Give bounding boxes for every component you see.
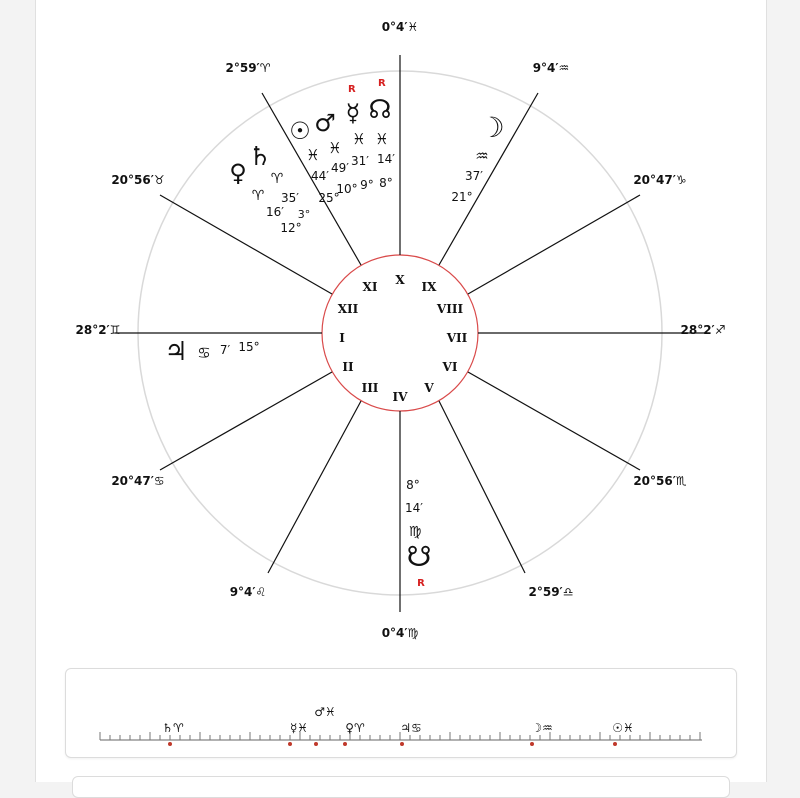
ruler-marker [400,742,404,746]
cusp-label: 28°2′♊ [75,323,121,337]
cusp-label: 9°4′♌ [229,585,267,599]
ruler-label-mercury: ☿♓ [289,721,309,735]
ruler-label-saturn: ♄♈ [162,721,184,735]
cusp-label: 20°47′♑ [633,173,687,187]
house-number: II [342,360,354,374]
planet-ruler [66,669,736,757]
mercury-sign: ♓ [352,130,366,148]
house-number: VIII [436,302,464,316]
ruler-label-venus: ♀♈ [345,721,365,735]
cusp-line [468,372,640,470]
house-number: IV [392,390,408,404]
retrograde-marker: R [348,84,356,95]
ruler-label-moon: ☽♒ [531,721,553,735]
cusp-label: 20°56′♏ [633,474,687,488]
moon-degrees: 21° [451,190,473,204]
south-node-degrees: 8° [406,478,420,492]
cusp-label: 20°56′♉ [111,173,165,187]
house-number: I [339,331,345,345]
moon-minutes: 37′ [465,169,483,183]
ruler-marker [343,742,347,746]
sun-sign: ♓ [306,146,320,164]
moon-glyph: ☽ [479,111,505,144]
saturn-minutes: 16′ [266,205,284,219]
jupiter-minutes: 7′ [219,343,231,357]
ruler-marker [530,742,534,746]
cusp-label: 20°47′♋ [111,474,165,488]
house-number: XI [362,280,378,294]
mercury-minutes: 31′ [351,154,369,168]
house-number: IX [421,280,437,294]
sun-minutes: 44′ [311,169,329,183]
cusp-line [439,401,525,573]
house-number: X [395,273,405,287]
ruler-label-mars: ♂♓ [314,705,336,719]
mercury-glyph: ☿ [345,99,361,127]
north-node-sign: ♓ [375,130,389,148]
jupiter-sign: ♋ [197,344,211,362]
cusp-label: 0°4′♓ [381,20,419,34]
saturn-glyph: ♄ [248,142,272,172]
house-number: VI [442,360,458,374]
retrograde-marker: R [378,78,386,89]
house-number: XII [337,302,359,316]
mars-degrees: 10° [336,182,358,196]
jupiter-glyph: ♃ [164,337,188,367]
cusp-label: 2°59′♈ [225,61,271,75]
ruler-marker [168,742,172,746]
sun-glyph: ☉ [289,117,311,145]
retrograde-marker: R [417,578,425,589]
next-card [72,776,730,798]
house-number: VII [446,331,468,345]
saturn-sign: ♈ [270,171,284,187]
venus-sign: ♈ [251,188,265,204]
cusp-label: 0°4′♍ [381,626,419,640]
venus-glyph: ♀ [229,159,247,187]
ruler-label-sun: ☉♓ [612,721,634,735]
ruler-marker [288,742,292,746]
house-number: III [361,381,379,395]
ruler-marker [613,742,617,746]
cusp-label: 28°2′♐ [680,323,726,337]
north-node-minutes: 14′ [377,152,395,166]
south-node-glyph: ☋ [406,540,432,573]
sun-degrees: 25° [318,191,340,205]
cusp-label: 9°4′♒ [532,61,570,75]
mercury-degrees: 9° [360,178,374,192]
north-node-degrees: 8° [379,176,393,190]
planet-ruler-card [65,668,737,758]
jupiter-degrees: 15° [238,340,260,354]
saturn-degrees: 12° [280,221,302,235]
south-node-sign: ♍ [408,524,422,540]
ruler-marker [314,742,318,746]
ruler-label-jupiter: ♃♋ [400,721,422,735]
venus-degrees: 3° [297,208,311,221]
cusp-label: 2°59′♎ [528,585,574,599]
cusp-line [160,372,332,470]
north-node-glyph: ☊ [368,95,392,125]
cusp-line [268,401,361,573]
mars-glyph: ♂ [314,109,336,137]
mars-sign: ♓ [328,139,342,157]
cusp-line [468,195,640,294]
moon-sign: ♒ [475,147,489,165]
house-number: V [424,381,434,395]
mars-minutes: 49′ [331,161,349,175]
south-node-minutes: 14′ [405,501,423,515]
venus-minutes: 35′ [281,191,299,205]
